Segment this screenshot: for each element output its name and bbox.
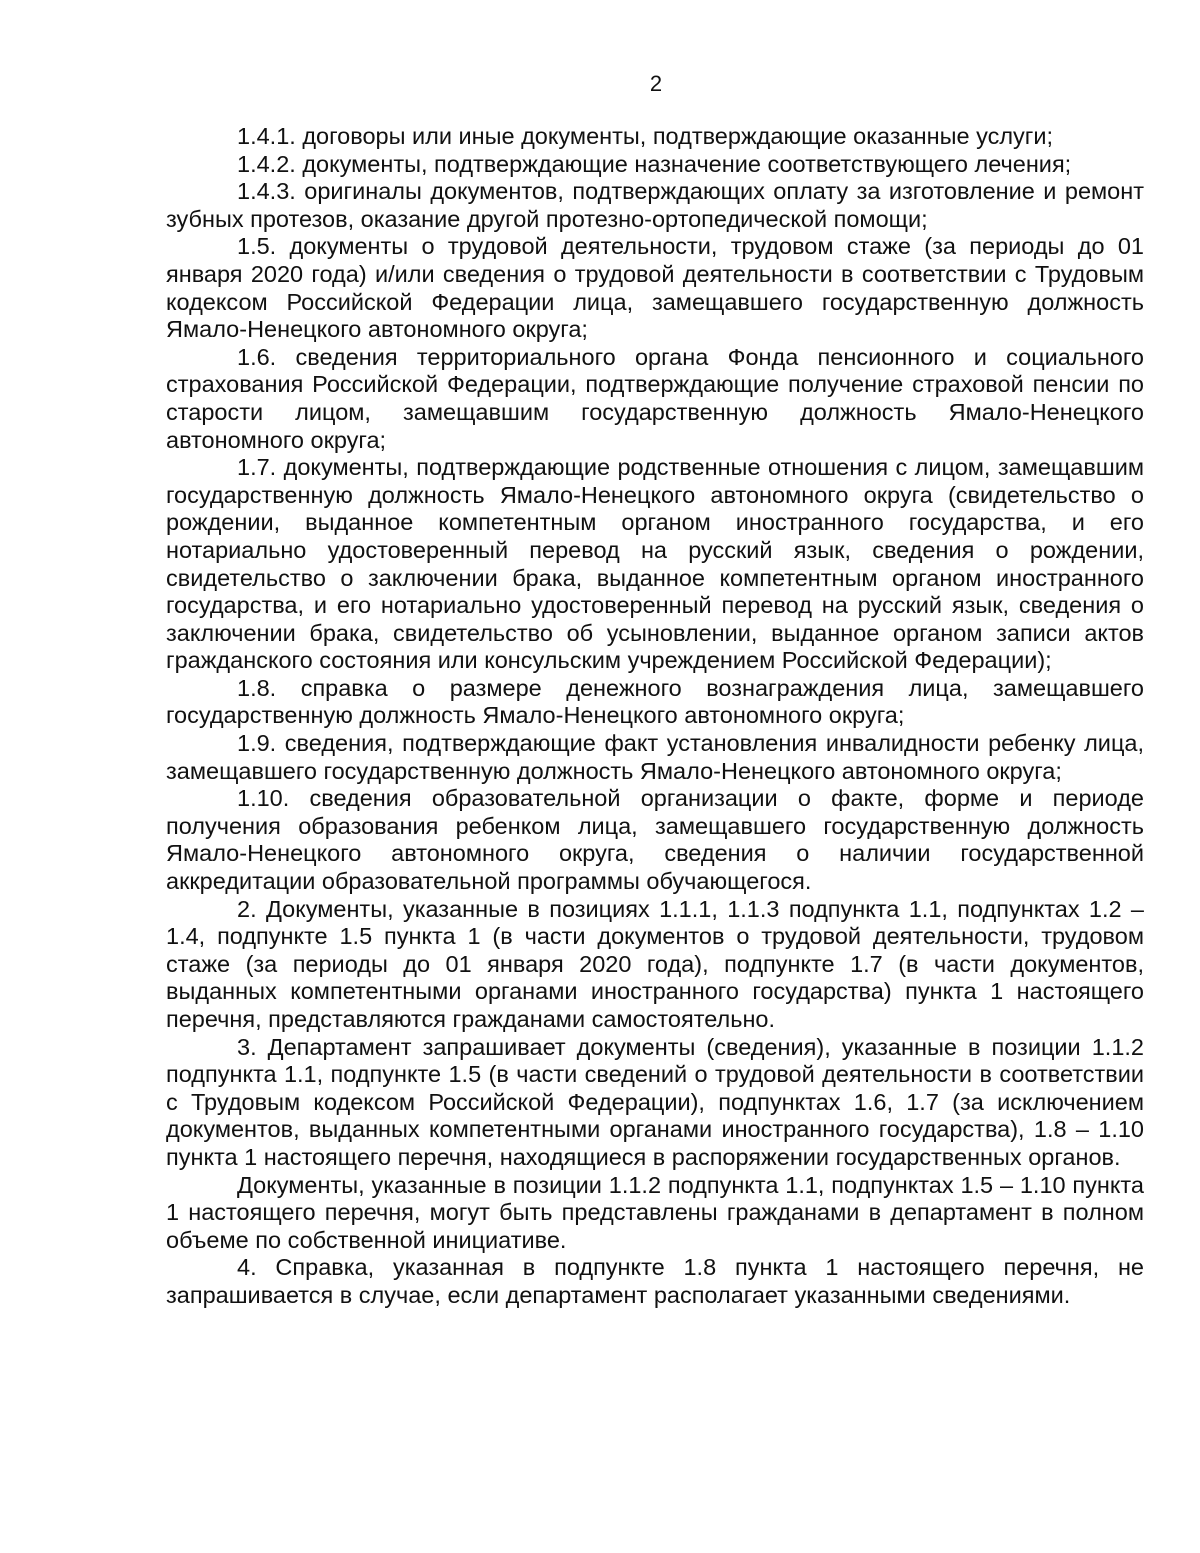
paragraph-3-continued: Документы, указанные в позиции 1.1.2 подпункта 1.1, подпунктах 1.5 – 1.10 пункта 1 настоящего перечня, могут быть представлены гражданами в департамент в полном объеме по собственной инициативе.: [166, 1171, 1144, 1253]
paragraph-3: 3. Департамент запрашивает документы (сведения), указанные в позиции 1.1.2 подпункта 1.1, подпункте 1.5 (в части сведений о трудовой деятельности в соответствии с Трудовым кодексом Российской Федерации), подпунктах 1.6, 1.7 (за исключением документов, выданных компетентными органами иностранного государства), 1.8 – 1.10 пункта 1 настоящего перечня, находящиеся в распоряжении государственных органов.: [166, 1033, 1144, 1170]
paragraph-1-4-1: 1.4.1. договоры или иные документы, подтверждающие оказанные услуги;: [237, 123, 1054, 149]
paragraph-1-7: 1.7. документы, подтверждающие родственные отношения с лицом, замещавшим государственную должность Ямало-Ненецкого автономного округа (свидетельство о рождении, выданное компетентным органом иностранного государства, и его нотариально удостоверенный перевод на русский язык, сведения о рождении, свидетельство о заключении брака, выданное компетентным органом иностранного государства, и его нотариально удостоверенный перевод на русский язык, сведения о заключении брака, свидетельство об усыновлении, выданное органом записи актов гражданского состояния или консульским учреждением Российской Федерации);: [166, 454, 1144, 674]
paragraph-1-9: 1.9. сведения, подтверждающие факт установления инвалидности ребенку лица, замещавшего государственную должность Ямало-Ненецкого автономного округа;: [166, 730, 1144, 784]
paragraph-1-4-2: 1.4.2. документы, подтверждающие назначение соответствующего лечения;: [237, 150, 1072, 177]
paragraph-2: 2. Документы, указанные в позициях 1.1.1, 1.1.3 подпункта 1.1, подпунктах 1.2 – 1.4, подпункте 1.5 пункта 1 (в части документов о трудовой деятельности, трудовом стаже (за периоды до 01 января 2020 года), подпункте 1.7 (в части документов, выданных компетентными органами иностранного государства) пункта 1 настоящего перечня, представляются гражданами самостоятельно.: [166, 895, 1144, 1032]
paragraph-1-8: 1.8. справка о размере денежного вознаграждения лица, замещавшего государственную должность Ямало-Ненецкого автономного округа;: [166, 674, 1144, 729]
paragraph-1-5: 1.5. документы о трудовой деятельности, трудовом стаже (за периоды до 01 января 2020 года) и/или сведения о трудовой деятельности в соответствии с Трудовым кодексом Российской Федерации лица, замещавшего государственную должность Ямало-Ненецкого автономного округа;: [166, 233, 1144, 343]
paragraph-4: 4. Справка, указанная в подпункте 1.8 пункта 1 настоящего перечня, не запрашивается в случае, если департамент располагает указанными сведениями.: [166, 1254, 1144, 1308]
document-body: [166, 123, 1144, 1310]
page-number: 2: [649, 71, 663, 96]
paragraph-1-4-3: 1.4.3. оригиналы документов, подтверждающих оплату за изготовление и ремонт зубных протезов, оказание другой протезно-ортопедической помощи;: [166, 178, 1144, 232]
paragraph-1-6: 1.6. сведения территориального органа Фонда пенсионного и социального страхования Российской Федерации, подтверждающие получение страховой пенсии по старости лицом, замещавшим государственную должность Ямало-Ненецкого автономного округа;: [166, 343, 1144, 453]
paragraph-1-10: 1.10. сведения образовательной организации о факте, форме и периоде получения образования ребенком лица, замещавшего государственную должность Ямало-Ненецкого автономного округа, сведения о наличии государственной аккредитации образовательной программы обучающегося.: [166, 785, 1144, 895]
